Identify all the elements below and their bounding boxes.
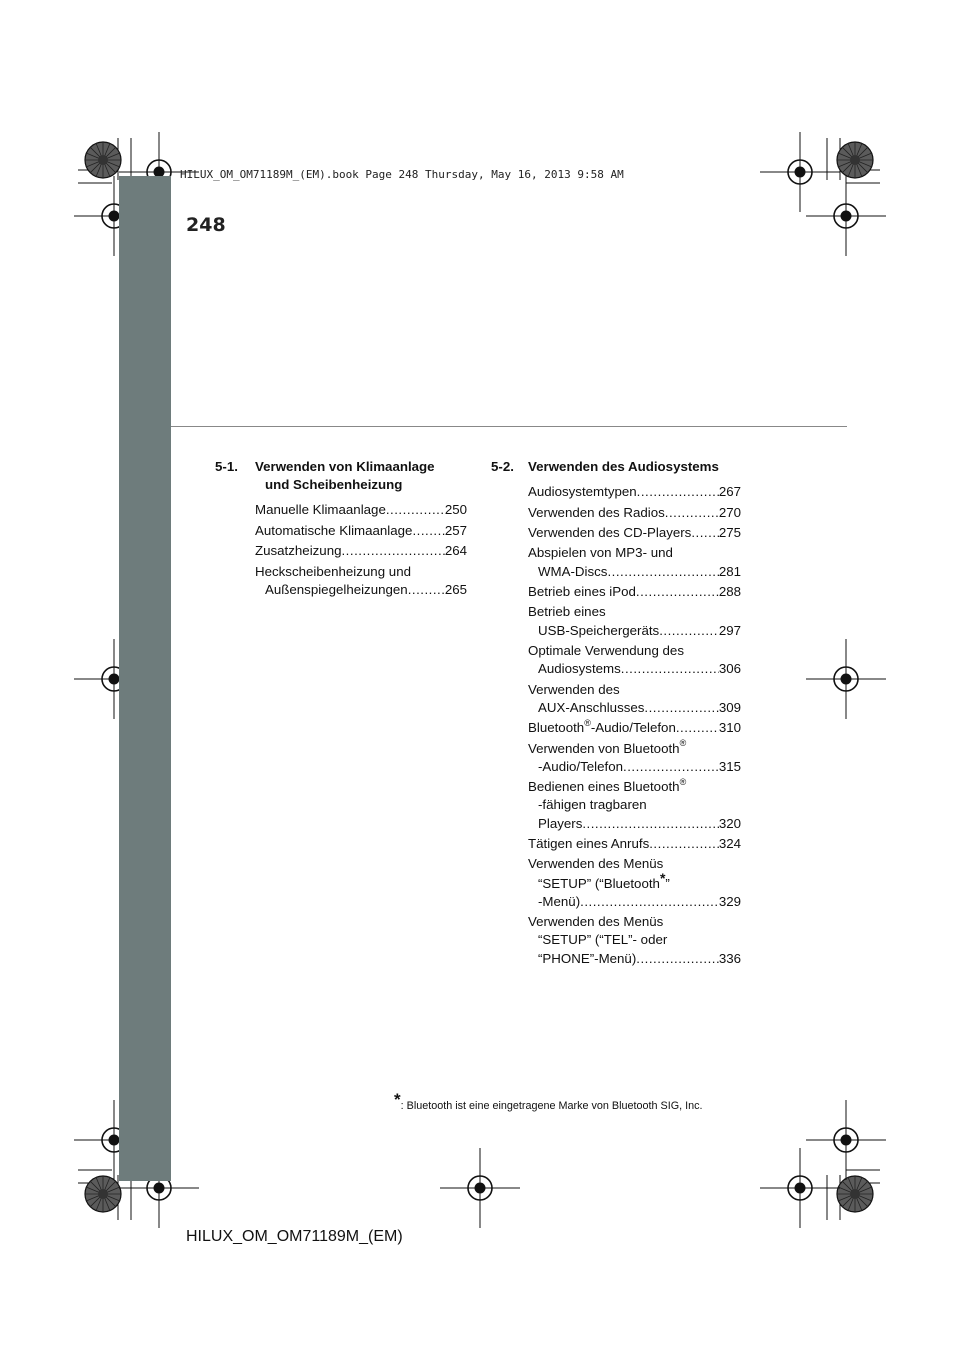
toc-entry-page: 257 (444, 522, 467, 538)
toc-entry-title: Automatische Klimaanlage (255, 522, 413, 538)
toc-entry[interactable] (491, 524, 741, 542)
toc-entry-title: Heckscheibenheizung und (255, 563, 411, 579)
toc-entry-page: 306 (718, 661, 741, 677)
toc-entry[interactable] (215, 563, 467, 599)
section-heading-5-1 (215, 458, 467, 494)
toc-entry-title-cont: Audiosystems (538, 661, 621, 677)
toc-entry-title: Manuelle Klimaanlage (255, 502, 386, 518)
toc-entry-title-cont: -fähigen tragbaren (538, 797, 647, 813)
footnote-text: : Bluetooth ist eine eingetragene Marke von Bluetooth SIG, Inc. (400, 1100, 703, 1112)
registered-mark: ® (679, 776, 687, 787)
toc-entry[interactable] (491, 740, 741, 776)
toc-entry-title: Betrieb eines iPod (528, 583, 636, 599)
toc-entry-title: Zusatzheizung (255, 543, 342, 559)
toc-entry-title: Bluetooth®-Audio/Telefon (528, 717, 676, 736)
toc-entry-title: Verwenden des Radios (528, 504, 665, 520)
toc-entry[interactable] (491, 603, 741, 639)
toc-entry-page: 270 (718, 504, 741, 520)
toc-entry-page: 265 (444, 581, 467, 597)
section-number: 5-1. (215, 459, 238, 474)
toc-entry-title: Bedienen eines Bluetooth® (528, 776, 687, 795)
toc-column-right (491, 458, 741, 970)
toc-entry-page: 309 (718, 699, 741, 715)
toc-entry-page: 264 (444, 543, 467, 559)
toc-entry[interactable] (215, 542, 467, 560)
toc-entry[interactable] (491, 483, 741, 501)
asterisk-mark: * (659, 869, 666, 886)
toc-entry[interactable] (491, 913, 741, 968)
print-header: HILUX_OM_OM71189M_(EM).book Page 248 Thursday, May 16, 2013 9:58 AM (180, 168, 624, 181)
side-tab-bar (119, 176, 171, 1181)
toc-entry-title: Verwenden des Menüs (528, 914, 664, 930)
toc-entry[interactable] (215, 522, 467, 540)
toc-entry[interactable] (491, 504, 741, 522)
section-title-line: und Scheibenheizung (265, 477, 403, 493)
toc-entry[interactable] (491, 855, 741, 911)
toc-entry-title-cont: “SETUP” (“TEL”- oder (538, 932, 668, 948)
toc-entry-page: 275 (718, 524, 741, 540)
footnote-marker: * (394, 1090, 401, 1109)
registered-mark: ® (584, 717, 591, 728)
toc-entry-page: 320 (718, 815, 741, 831)
toc-entry-title-cont: USB-Speichergeräts (538, 622, 660, 638)
toc-entry-page: 250 (444, 502, 467, 518)
toc-entry[interactable] (491, 778, 741, 833)
toc-entry-title: Verwenden des CD-Players (528, 524, 692, 540)
section-number: 5-2. (491, 459, 514, 474)
footnote (394, 1090, 703, 1114)
toc-entry-title: Verwenden des Menüs (528, 856, 664, 872)
toc-entry[interactable] (491, 583, 741, 601)
section-heading-5-2 (491, 458, 741, 476)
section-title-line: Verwenden des Audiosystems (528, 459, 719, 474)
toc-entry[interactable] (491, 835, 741, 853)
toc-entry-title-cont: “PHONE”-Menü) (538, 950, 637, 966)
toc-entry-page: 324 (718, 835, 741, 851)
toc-entry-page: 310 (718, 720, 741, 736)
toc-entry-title-cont: AUX-Anschlusses (538, 699, 645, 715)
toc-entry-title-cont: -Audio/Telefon (538, 758, 624, 774)
toc-entry-title: Audiosystemtypen (528, 484, 637, 500)
toc-entry-title-cont: -Menü) (538, 893, 581, 909)
toc-entry-title-cont: “SETUP” (“Bluetooth*” (538, 869, 670, 891)
registered-mark: ® (679, 738, 687, 749)
toc-entry[interactable] (491, 544, 741, 580)
toc-entry[interactable] (491, 642, 741, 678)
toc-entry[interactable] (215, 501, 467, 519)
footer-document-code: HILUX_OM_OM71189M_(EM) (186, 1228, 403, 1245)
toc-entry-page: 267 (718, 484, 741, 500)
page-number: 248 (186, 214, 226, 236)
toc-entry-title: Optimale Verwendung des (528, 642, 684, 658)
toc-entry-title: Betrieb eines (528, 604, 606, 620)
header-rule (171, 426, 847, 427)
toc-entry-page: 329 (718, 893, 741, 909)
toc-entry-page: 288 (718, 583, 741, 599)
toc-entry[interactable] (491, 719, 741, 737)
toc-column-left (215, 458, 467, 601)
toc-entry-title-cont: Players (538, 815, 583, 831)
section-title-line: Verwenden von Klimaanlage (255, 459, 435, 474)
toc-entry-page: 315 (718, 758, 741, 774)
toc-entry-page: 297 (718, 622, 741, 638)
toc-entry-title-cont: Außenspiegelheizungen (265, 581, 408, 597)
toc-entry-title: Verwenden des (528, 681, 620, 697)
toc-entry-title: Tätigen eines Anrufs (528, 835, 650, 851)
toc-entry-page: 336 (718, 950, 741, 966)
toc-entry-title: Verwenden von Bluetooth® (528, 738, 687, 756)
toc-entry-title: Abspielen von MP3- und (528, 545, 673, 561)
toc-entry-title-cont: WMA-Discs (538, 563, 608, 579)
toc-entry[interactable] (491, 681, 741, 717)
toc-entry-page: 281 (718, 563, 741, 579)
